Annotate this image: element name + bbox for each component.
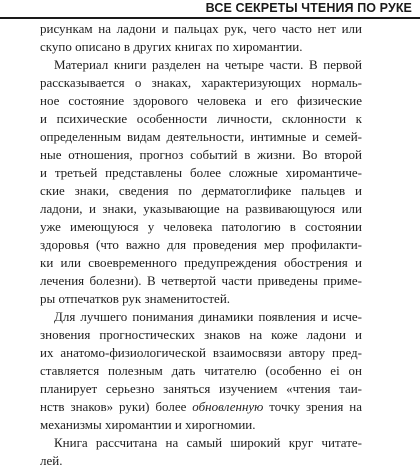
- running-header: [0, 0, 420, 19]
- text-line: здоровья (что важно для проведения мер профилакти-: [40, 237, 362, 252]
- text-fragment: нств знаков» руки) более: [40, 399, 187, 414]
- text-line: Материал книги разделен на четыре части. В первой: [54, 57, 362, 72]
- text-line: ставляется полезным дать читателю (особенно ei он: [40, 363, 362, 378]
- text-line: ские знаки, сведения по дерматоглифике пальцев и: [40, 183, 362, 198]
- text-line-with-emphasis: [40, 398, 362, 416]
- text-line: механизмы хиромантии и хирогномии.: [40, 417, 256, 432]
- header-rule: [0, 17, 420, 19]
- text-line: лечения болезни). В четвертой части приведены приме-: [40, 273, 362, 288]
- text-line: лей.: [40, 453, 63, 468]
- text-line: ладони, и знаки, указывающие на развивающуюся или: [40, 201, 362, 216]
- body-text: [40, 20, 362, 470]
- text-line: ры отпечатков рук знаменитостей.: [40, 291, 231, 306]
- text-line: их анатомо-физиологической взаимосвязи автору пред-: [40, 345, 362, 360]
- text-fragment: точку зрения на: [269, 399, 362, 414]
- text-line: Книга рассчитана на самый широкий круг читате-: [54, 435, 362, 450]
- text-line: зновения прогностических знаков на коже ладони и: [40, 327, 362, 342]
- text-line: рассказывается о знаках, характеризующих нормаль-: [40, 75, 362, 90]
- italic-emphasis: обновленную: [192, 399, 264, 414]
- text-line: уже имеющуюся у человека патологию в состоянии: [40, 219, 362, 234]
- text-line: скупо описано в других книгах по хиромантии.: [40, 39, 303, 54]
- text-line: определенным видам деятельности, интимные и семей-: [40, 129, 362, 144]
- running-header-title: ВСЕ СЕКРЕТЫ ЧТЕНИЯ ПО РУКЕ: [205, 1, 412, 15]
- text-line: планирует серьезно заняться изучением «чтения таи-: [40, 381, 362, 396]
- text-line: Для лучшего понимания динамики появления и исче-: [54, 309, 362, 324]
- text-line: ки или своевременного предупреждения обострения и: [40, 255, 362, 270]
- text-line: ное состояние здорового человека и его физические: [40, 93, 362, 108]
- text-line: рисункам на ладони и пальцах рук, чего часто нет или: [40, 21, 362, 36]
- text-line: ные отношения, прогноз событий в жизни. Во второй: [40, 147, 362, 162]
- text-line: и третьей представлены более сложные хиромантиче-: [40, 165, 362, 180]
- text-line: и психические особенности личности, склонности к: [40, 111, 362, 126]
